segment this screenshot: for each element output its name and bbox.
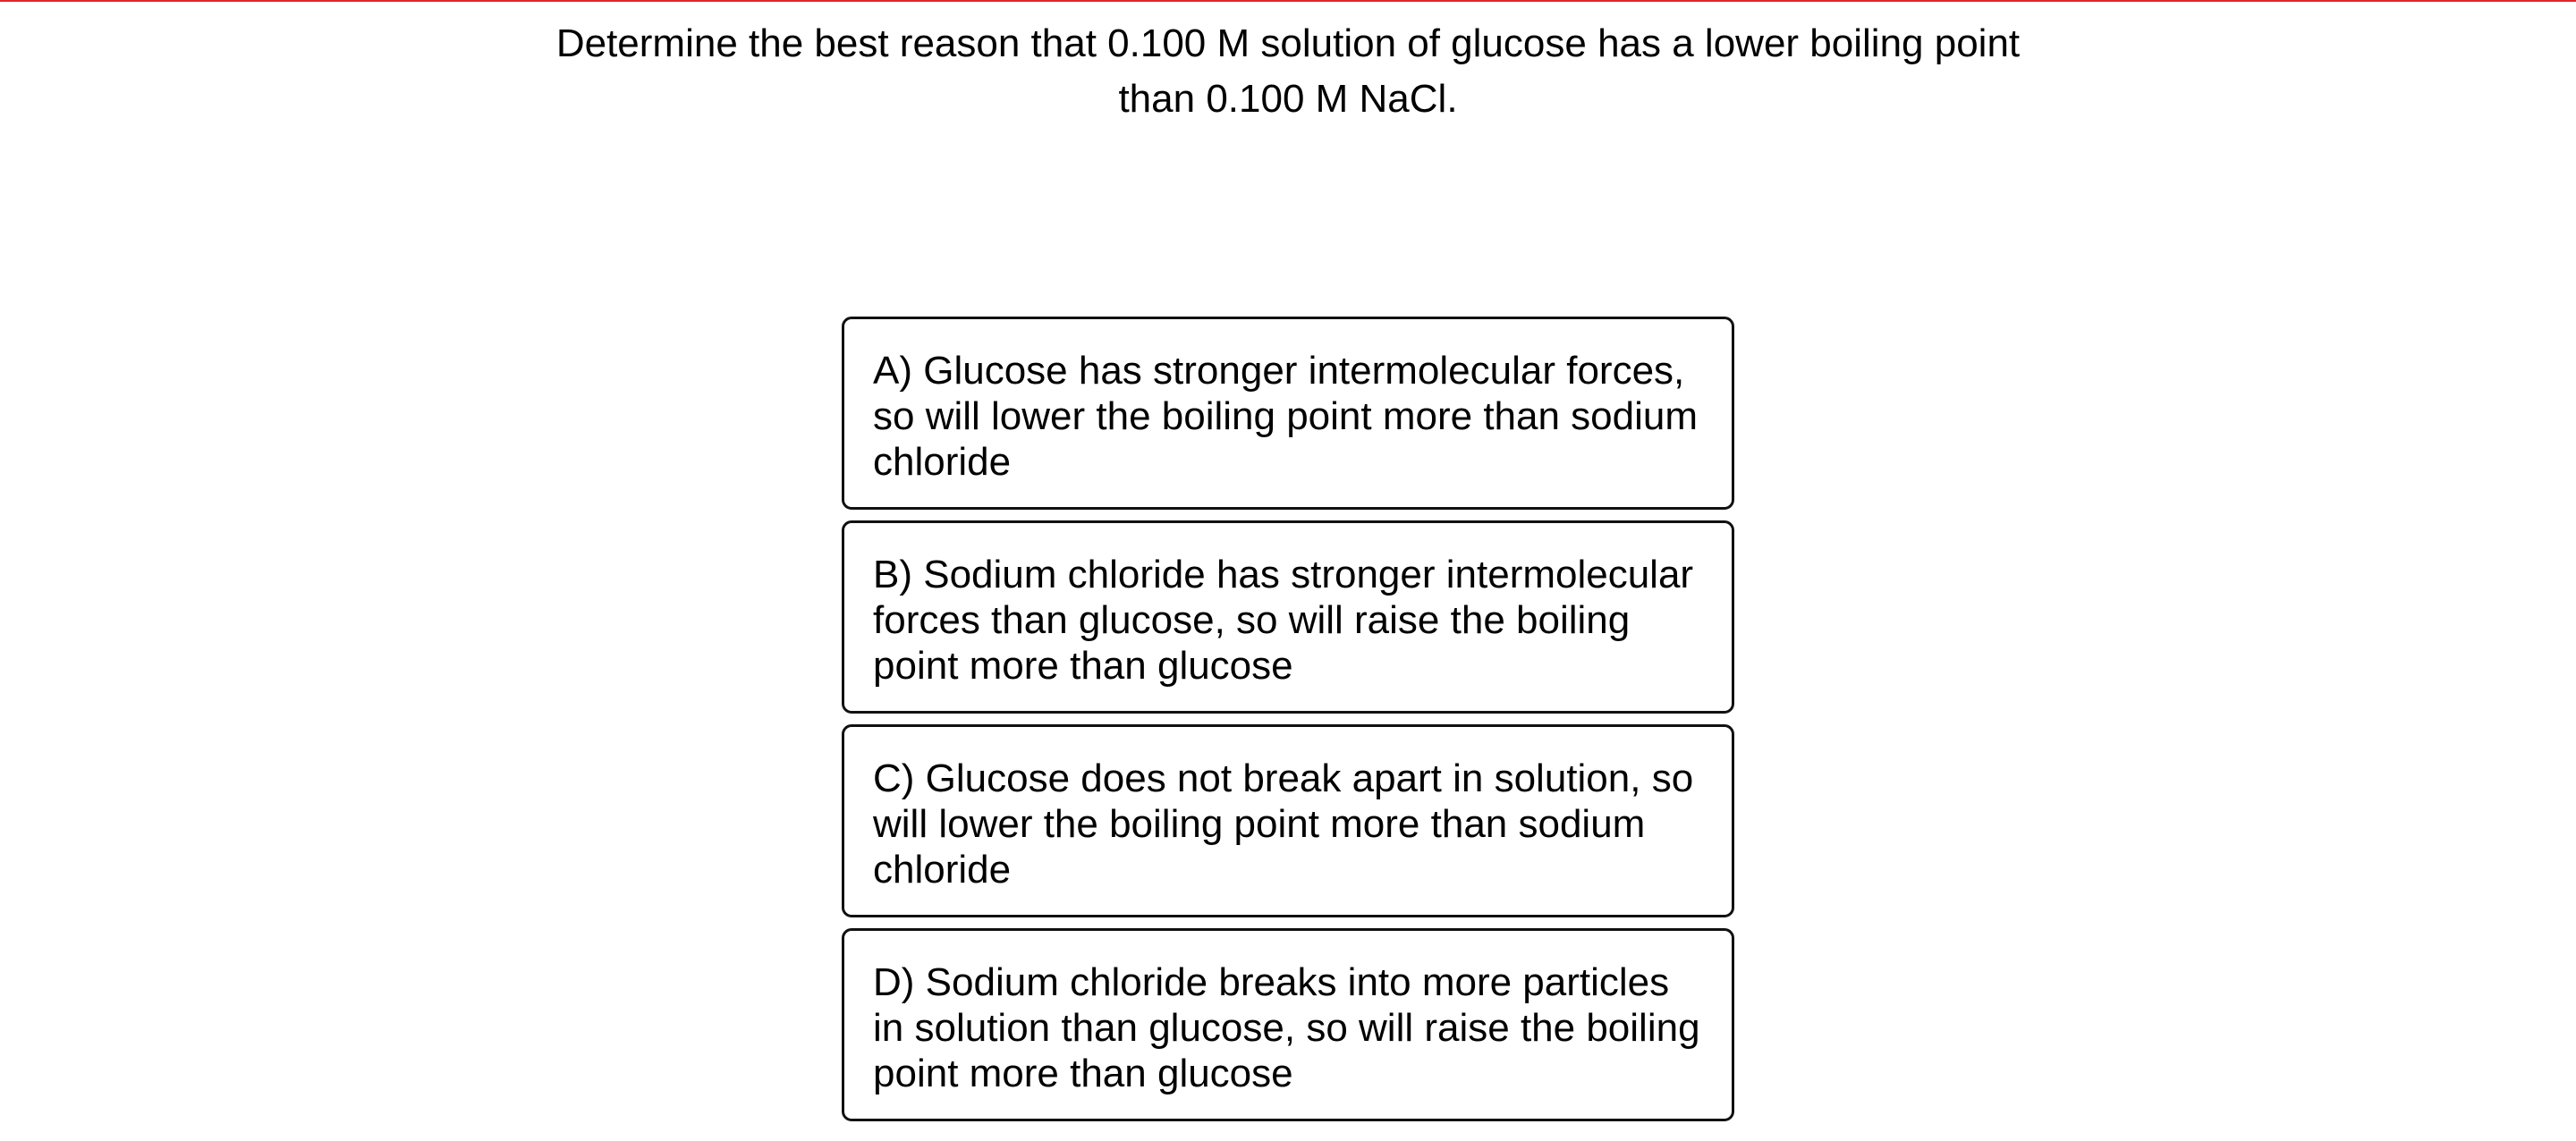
question-text: Determine the best reason that 0.100 M solution of glucose has a lower boiling point than 0.100 M NaCl. xyxy=(555,21,2021,121)
top-accent-line xyxy=(0,0,2576,2)
answer-options xyxy=(842,317,1734,1121)
option-a[interactable]: A) Glucose has stronger intermolecular forces, so will lower the boiling point more than sodium chloride xyxy=(842,317,1734,510)
option-d[interactable]: D) Sodium chloride breaks into more particles in solution than glucose, so will raise the boiling point more than glucose xyxy=(842,928,1734,1121)
option-b[interactable]: B) Sodium chloride has stronger intermolecular forces than glucose, so will raise the boiling point more than glucose xyxy=(842,520,1734,714)
option-c[interactable]: C) Glucose does not break apart in solution, so will lower the boiling point more than sodium chloride xyxy=(842,724,1734,917)
